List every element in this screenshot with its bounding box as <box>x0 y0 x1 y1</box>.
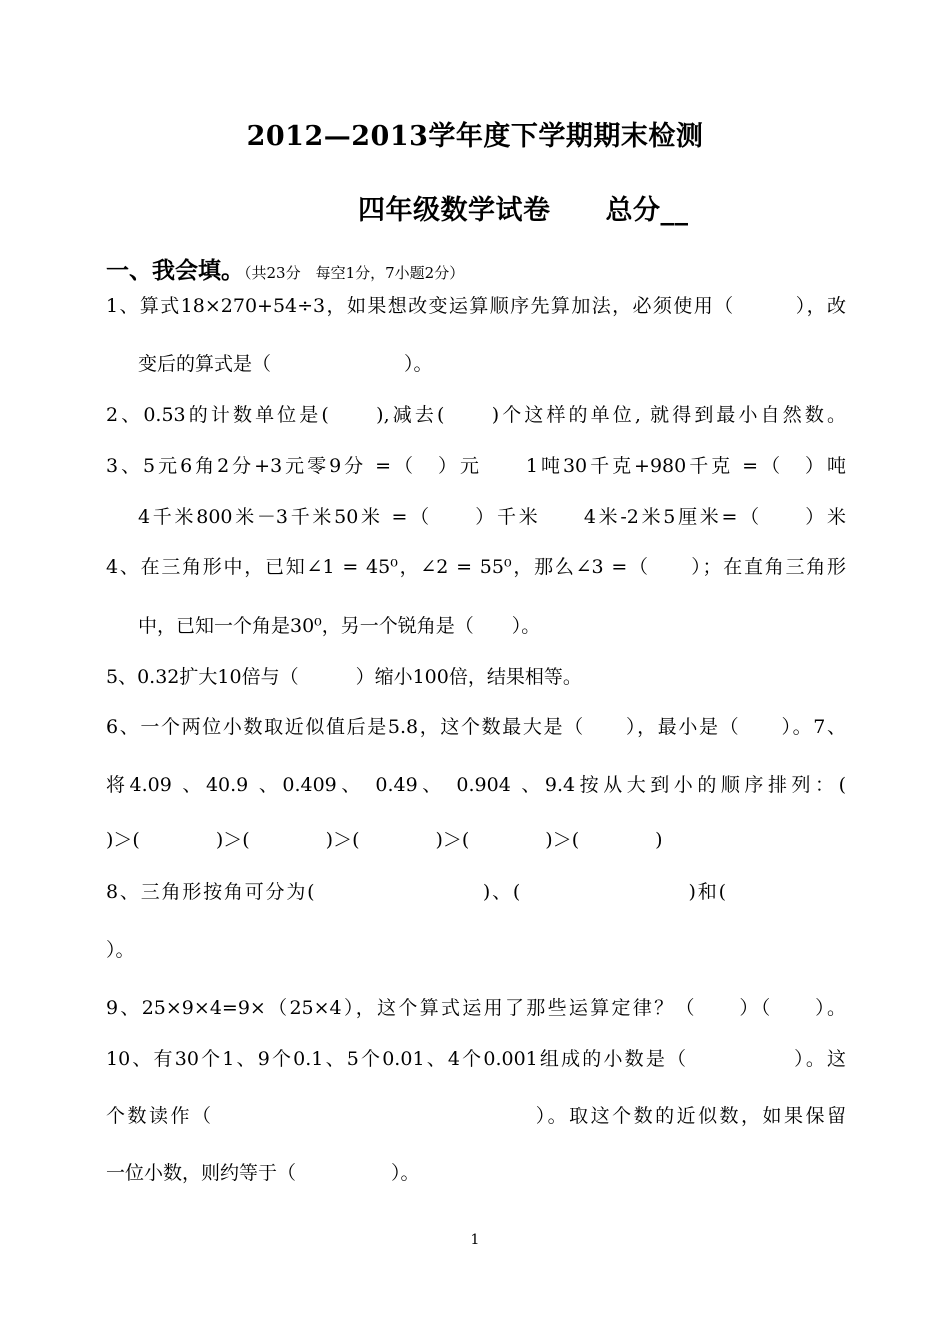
question-8-line-2: ）。 <box>106 939 135 961</box>
question-1-line-1: 1、算式18×270+54÷3，如果想改变运算顺序先算加法，必须使用（ ），改 <box>106 295 846 317</box>
question-1-line-2: 变后的算式是（ ）。 <box>138 353 433 375</box>
question-2: 2、0.53的计数单位是( ),减去( )个这样的单位, 就得到最小自然数。 <box>106 404 846 426</box>
question-8-line-1: 8、三角形按角可分为( )、( )和( <box>106 881 726 903</box>
question-10-line-2: 个数读作（ ）。取这个数的近似数，如果保留 <box>106 1105 846 1127</box>
section-heading <box>106 252 464 285</box>
question-9: 9、25×9×4=9×（25×4），这个算式运用了那些运算定律？（ ）（ ）。 <box>106 997 846 1019</box>
question-3-line-1: 3、5元6角2分+3元零9分 =（ ）元 1吨30千克+980千克 =（ ）吨 <box>106 455 846 477</box>
question-4-line-1: 4、在三角形中，已知∠1 = 45⁰，∠2 = 55⁰，那么∠3 =（ ）；在直角三角形 <box>106 556 846 578</box>
question-7-line-1: 将4.09 、40.9 、0.409、 0.49、 0.904 、9.4按从大到小的顺序排列：( <box>106 774 846 796</box>
exam-title: 2012—2013学年度下学期期末检测 <box>246 121 704 152</box>
question-7-line-2: )＞( )＞( )＞( )＞( )＞( ) <box>106 829 663 851</box>
exam-subtitle: 四年级数学试卷 总分__ <box>358 195 689 226</box>
section-title: 一、我会填。 <box>106 257 244 284</box>
question-5: 5、0.32扩大10倍与（ ）缩小100倍，结果相等。 <box>106 666 582 688</box>
question-6: 6、一个两位小数取近似值后是5.8，这个数最大是（ ），最小是（ ）。7、 <box>106 716 846 738</box>
question-10-line-1: 10、有30个1、9个0.1、5个0.01、4个0.001组成的小数是（ ）。这 <box>106 1048 846 1070</box>
question-10-line-3: 一位小数，则约等于（ ）。 <box>106 1162 420 1184</box>
question-4-line-2: 中，已知一个角是30⁰，另一个锐角是（ ）。 <box>138 615 541 637</box>
page-number: 1 <box>470 1232 480 1248</box>
section-note: （共23分 每空1分，7小题2分） <box>244 264 465 282</box>
question-3-line-2: 4千米800米－3千米50米 =（ ）千米 4米-2米5厘米=（ ）米 <box>138 506 846 528</box>
